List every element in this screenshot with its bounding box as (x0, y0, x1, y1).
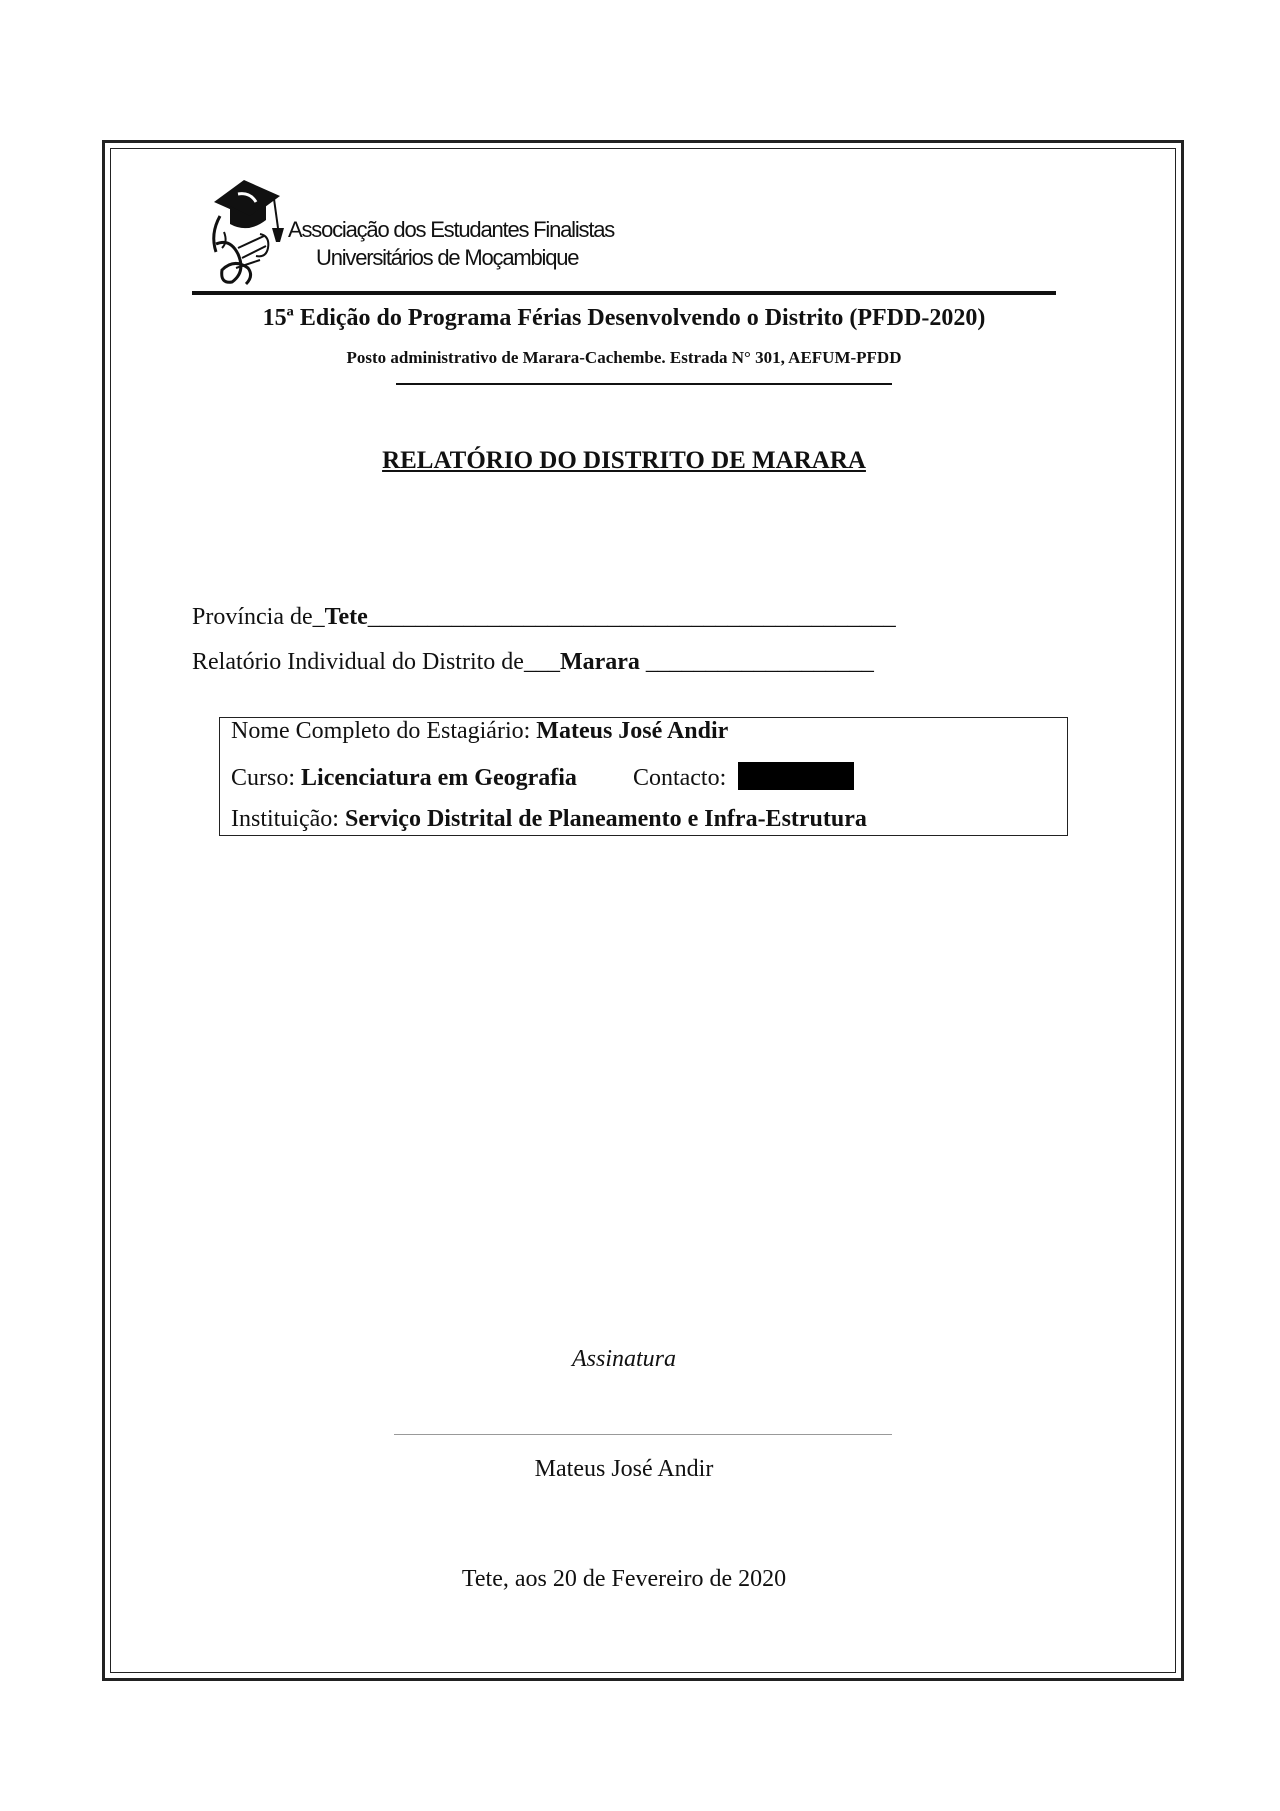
province-fill: ____________________________________________ (367, 604, 896, 630)
signature-label: Assinatura (571, 1346, 676, 1372)
contact-redacted (738, 762, 854, 790)
edition-heading: 15ª Edição do Programa Férias Desenvolvendo o Distrito (PFDD-2020) (262, 305, 986, 331)
signature-line (394, 1434, 892, 1435)
address-line: Posto administrativo de Marara-Cachembe. Estrada N° 301, AEFUM-PFDD (346, 348, 902, 367)
address-divider (396, 383, 892, 385)
course-value: Licenciatura em Geografia (301, 765, 577, 791)
province-label: Província de_ (192, 604, 325, 630)
trainee-name-value: Mateus José Andir (536, 718, 729, 744)
association-logo (208, 172, 628, 290)
header-divider (192, 291, 1056, 295)
course-label: Curso: (231, 765, 302, 791)
trainee-name-label: Nome Completo do Estagiário: (231, 718, 537, 744)
association-name (288, 216, 628, 272)
district-field (192, 649, 874, 676)
graduation-cap-icon (208, 172, 298, 290)
institution-value: Serviço Distrital de Planeamento e Infra-Estrutura (344, 806, 867, 832)
province-value: Tete (324, 604, 368, 630)
district-value: Marara (559, 649, 640, 675)
page-border-inner (110, 148, 1176, 1673)
contact-label: Contacto: (632, 765, 733, 791)
district-label: Relatório Individual do Distrito de___ (192, 649, 560, 675)
association-name-line2: Universitários de Moçambique (316, 245, 579, 270)
place-date: Tete, aos 20 de Fevereiro de 2020 (461, 1566, 787, 1592)
association-name-line1: Associação dos Estudantes Finalistas (288, 217, 615, 242)
report-title: RELATÓRIO DO DISTRITO DE MARARA (382, 447, 866, 474)
course-row (231, 762, 854, 792)
province-field (192, 604, 896, 631)
district-fill: ___________________ (639, 649, 874, 675)
trainee-info-box (219, 717, 1068, 836)
institution-row (231, 806, 867, 833)
institution-label: Instituição: (231, 806, 345, 832)
signatory-name: Mateus José Andir (534, 1456, 714, 1482)
trainee-name-row (231, 718, 728, 745)
